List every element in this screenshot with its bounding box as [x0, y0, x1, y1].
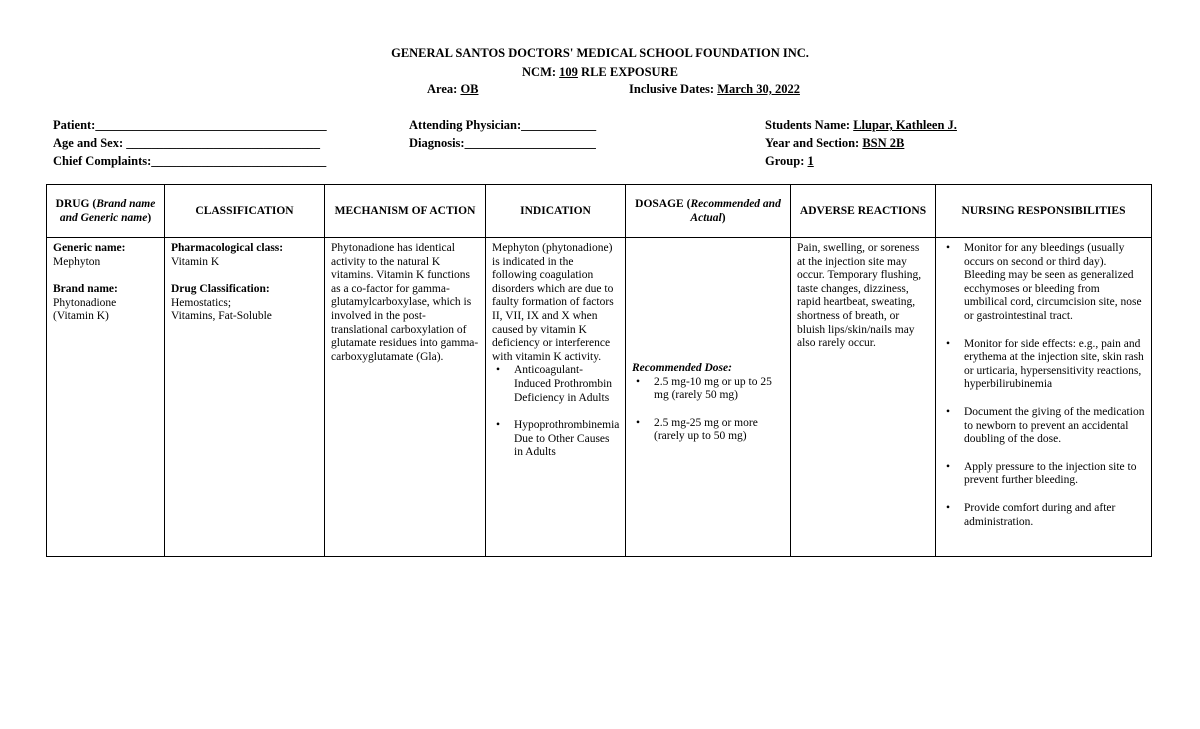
generic-name-label: Generic name: — [53, 242, 126, 254]
group-separator: : — [800, 154, 808, 168]
drug-class-label: Drug Classification: — [171, 283, 270, 296]
list-item: • 2.5 mg-10 mg or up to 25 mg (rarely 50 mg) — [632, 376, 784, 403]
patient-info — [53, 116, 327, 170]
area-label: Area: — [427, 82, 461, 96]
school-name: GENERAL SANTOS DOCTORS' MEDICAL SCHOOL FOUNDATION INC. — [391, 46, 809, 60]
table-header-row — [47, 185, 1152, 238]
area-value: OB — [460, 82, 479, 96]
physician-info — [409, 116, 596, 152]
indication-list — [492, 364, 619, 460]
adverse-reactions-cell — [791, 238, 936, 557]
mechanism-text: Phytonadione has identical activity to the natural K vitamins. Vitamin K functions as a co-factor for gamma-glutamylcarboxylase, which is involved in the post-translational carboxylation of glutamate residues into gamma-carboxyglutamate (Gla). — [331, 242, 479, 363]
pharm-class-value: Vitamin K — [171, 255, 220, 268]
dates-value: March 30, 2022 — [717, 82, 800, 96]
patient-field: Patient:_____________________________________ — [53, 118, 327, 132]
header-nursing-responsibilities: NURSING RESPONSIBILITIES — [936, 185, 1152, 238]
header-indication: INDICATION — [486, 185, 626, 238]
drug-class-value: Hemostatics; — [171, 296, 232, 309]
table-row — [47, 238, 1152, 557]
mechanism-cell — [325, 238, 486, 557]
brand-name-value-2: (Vitamin K) — [53, 310, 109, 323]
student-name-label: Students Name: — [765, 118, 854, 132]
group-label: Group — [765, 154, 801, 168]
student-name-field — [765, 116, 957, 134]
list-item: • Monitor for side effects: e.g., pain and erythema at the injection site, skin rash or urticaria, hypersensitivity reactions, hyperbilirubinemia — [942, 338, 1145, 392]
brand-name-value: Phytonadione — [53, 296, 117, 309]
attending-physician-field: Attending Physician:____________ — [409, 118, 597, 132]
list-item: • Hypoprothrombinemia Due to Other Causes in Adults — [492, 419, 619, 460]
classification-cell — [165, 238, 325, 557]
age-sex-field: Age and Sex: _______________________________ — [53, 136, 321, 150]
brand-name-label: Brand name: — [53, 283, 118, 296]
list-item: • Document the giving of the medication to newborn to prevent an accidental doubling of the dose. — [942, 406, 1145, 447]
dosage-cell — [626, 238, 791, 557]
ncm-suffix: RLE EXPOSURE — [577, 65, 678, 79]
list-item: • Anticoagulant-Induced Prothrombin Deficiency in Adults — [492, 364, 619, 405]
group-field — [765, 152, 957, 170]
student-info — [765, 116, 957, 170]
diagnosis-field: Diagnosis:_____________________ — [409, 136, 596, 150]
group-value: 1 — [807, 154, 814, 168]
year-section-field — [765, 134, 957, 152]
student-name-value: Llupar, Kathleen J. — [853, 118, 957, 132]
recommended-dose-label: Recommended Dose: — [632, 362, 732, 374]
header-mechanism: MECHANISM OF ACTION — [325, 185, 486, 238]
nursing-list — [942, 242, 1145, 529]
generic-name-value: Mephyton — [53, 255, 101, 268]
nursing-cell — [936, 238, 1152, 557]
document-header — [0, 44, 1200, 82]
adverse-reactions-text: Pain, swelling, or soreness at the injection site may occur. Temporary flushing, taste changes, dizziness, rapid heartbeat, sweating, shortness of breath, or bluish lips/skin/nails may also rarely occur. — [797, 242, 922, 350]
year-section-value: BSN 2B — [862, 136, 905, 150]
area-field — [427, 82, 479, 97]
drug-cell — [47, 238, 165, 557]
list-item: • Apply pressure to the injection site to prevent further bleeding. — [942, 461, 1145, 488]
indication-cell — [486, 238, 626, 557]
drug-class-value-2: Vitamins, Fat-Soluble — [171, 310, 272, 323]
list-item: • Provide comfort during and after administration. — [942, 502, 1145, 529]
header-adverse-reactions: ADVERSE REACTIONS — [791, 185, 936, 238]
ncm-line — [0, 63, 1200, 82]
drug-study-table — [46, 184, 1152, 557]
indication-text: Mephyton (phytonadione) is indicated in the following coagulation disorders which are due to faulty formation of factors II, VII, IX and X when caused by vitamin K deficiency or interference with vitamin K activity. — [492, 242, 614, 363]
list-item: • Monitor for any bleedings (usually occurs on second or third day). Bleeding may be seen as generalized ecchymoses or bleeding from umbilical cord, circumcision site, nose or gastrointestinal tract. — [942, 242, 1145, 324]
chief-complaints-field: Chief Complaints:____________________________ — [53, 154, 327, 168]
ncm-value: 109 — [559, 65, 578, 79]
pharm-class-label: Pharmacological class: — [171, 242, 284, 254]
dosage-list — [632, 376, 784, 444]
year-section-label: Year and Section: — [765, 136, 863, 150]
header-drug: DRUG (Brand name and Generic name) — [47, 185, 165, 238]
header-classification: CLASSIFICATION — [165, 185, 325, 238]
ncm-label: NCM: — [522, 65, 560, 79]
header-dosage: DOSAGE (Recommended and Actual) — [626, 185, 791, 238]
inclusive-dates-field — [629, 82, 800, 97]
list-item: • 2.5 mg-25 mg or more (rarely up to 50 mg) — [632, 417, 784, 444]
dates-label: Inclusive Dates: — [629, 82, 718, 96]
